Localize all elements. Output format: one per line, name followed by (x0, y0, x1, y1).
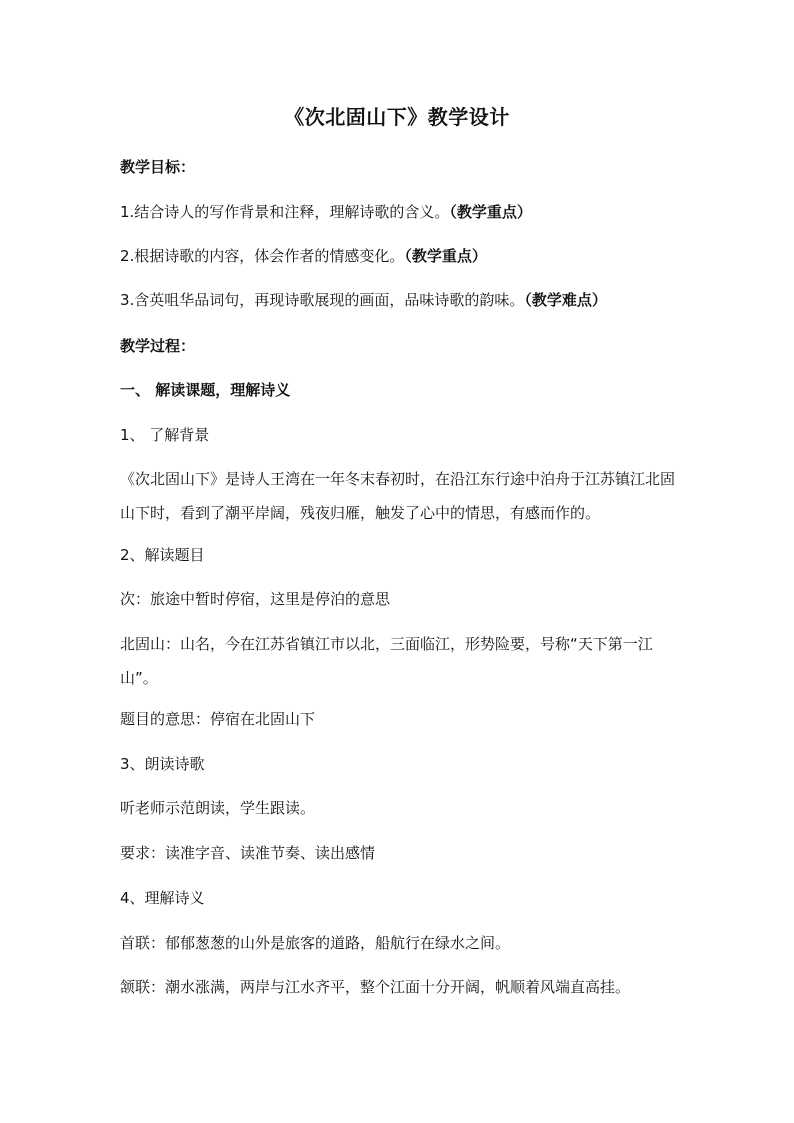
objective-text: 3.含英咀华品词句，再现诗歌展现的画面，品味诗歌的韵味。 (120, 291, 525, 309)
objective-item-3 (120, 289, 690, 311)
step2-beigushan: 北固山：山名，今在江苏省镇江市以北，三面临江，形势险要，号称“天下第一江山”。 (120, 635, 653, 687)
objective-tag: （教学重点） (404, 247, 487, 265)
objective-text: 1.结合诗人的写作背景和注释，理解诗歌的含义。 (120, 203, 450, 221)
step2-ci: 次：旅途中暂时停宿，这里是停泊的意思 (120, 590, 391, 608)
objective-item-1 (120, 201, 690, 223)
objective-tag: （教学重点） (449, 203, 532, 221)
document-title: 《次北固山下》教学设计 (284, 105, 510, 129)
step1-heading: 1、 了解背景 (120, 426, 210, 444)
objective-item-2 (120, 245, 690, 267)
step2-meaning: 题目的意思：停宿在北固山下 (120, 710, 316, 728)
section1-heading: 一、 解读课题，理解诗义 (120, 381, 291, 399)
step4-shoulian: 首联：郁郁葱葱的山外是旅客的道路，船航行在绿水之间。 (120, 934, 511, 952)
objectives-heading: 教学目标： (120, 158, 196, 176)
step2-heading: 2、解读题目 (120, 546, 205, 564)
step1-text: 《次北固山下》是诗人王湾在一年冬末春初时，在沿江东行途中泊舟于江苏镇江北固山下时，看到了潮平岸阔，残夜归雁，触发了心中的情思，有感而作的。 (120, 470, 676, 522)
step4-heading: 4、理解诗义 (120, 889, 205, 907)
process-heading: 教学过程： (120, 337, 196, 355)
step3-requirement: 要求：读准字音、读准节奏、读出感情 (120, 844, 376, 862)
step3-text: 听老师示范朗读，学生跟读。 (120, 799, 316, 817)
objective-tag: （教学难点） (524, 291, 607, 309)
objective-text: 2.根据诗歌的内容，体会作者的情感变化。 (120, 247, 405, 265)
step4-hanlian: 颔联：潮水涨满，两岸与江水齐平，整个江面十分开阔，帆顺着风端直高挂。 (120, 978, 631, 996)
step3-heading: 3、朗读诗歌 (120, 755, 205, 773)
